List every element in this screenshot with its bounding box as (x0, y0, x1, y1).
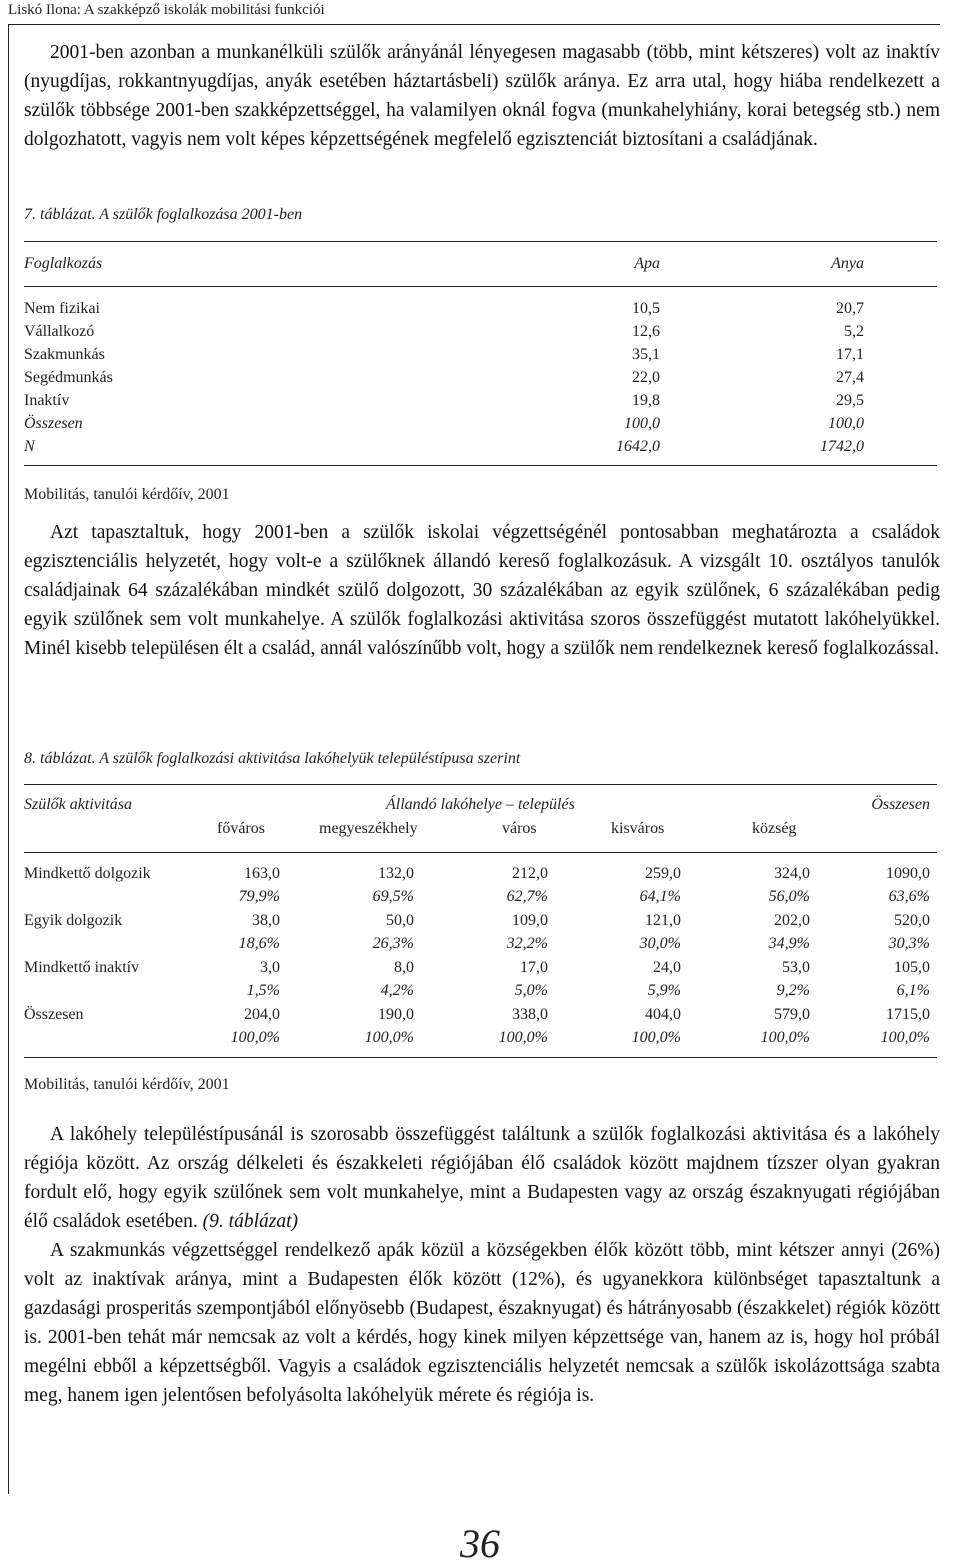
table8-count-cell: 24,0 (653, 959, 681, 976)
table8-row-label: Összesen (24, 1006, 84, 1023)
table8-percent-cell: 34,9% (768, 935, 810, 952)
apa-value: 22,0 (632, 369, 660, 386)
page-number: 36 (460, 1521, 500, 1566)
table-row-n (24, 438, 864, 460)
apa-value: 1642,0 (616, 438, 660, 455)
anya-value: 5,2 (844, 323, 864, 340)
row-label: Szakmunkás (24, 346, 105, 363)
table8-row-label: Mindkettő dolgozik (24, 865, 151, 882)
table-row (24, 300, 864, 322)
table8-header-rule (24, 852, 937, 853)
table8-source: Mobilitás, tanulói kérdőív, 2001 (24, 1076, 230, 1093)
anya-value: 29,5 (836, 392, 864, 409)
table8-percent-cell: 100,0% (760, 1029, 810, 1046)
table8-percent-cell: 1,5% (246, 982, 280, 999)
table8-percent-cell: 30,3% (888, 935, 930, 952)
paragraph-2-text: Azt tapasztaltuk, hogy 2001-ben a szülők iskolai végzettségénél pontosabban meghatározta a családok egzisztenciális helyzetét, hogy volt-e a szülőknek állandó kereső foglalkozásuk. A vizsgált 10. osztályos tanulók családjainak 64 százalékában mindkét szülő dolgozott, 30 százalékában az egyik szülőnek, 6 százalékában pedig egyik szülőnek sem volt munkahelye. A szülők foglalkozási aktivitása szoros összefüggést mutatott lakóhelyükkel. Minél kisebb településen élt a család, annál valószínűbb volt, hogy a szülők nem rendelkeznek kereső foglalkozással. (24, 522, 940, 659)
table8-col-kozseg: község (752, 820, 797, 837)
table8-count-cell: 579,0 (774, 1006, 810, 1023)
table8-row-label: Mindkettő inaktív (24, 959, 140, 976)
table8-header-activity: Szülők aktivitása (24, 796, 132, 813)
table8-percent-cell: 5,0% (514, 982, 548, 999)
table8-header-total: Összesen (871, 796, 930, 813)
row-label: N (24, 438, 35, 455)
table8-percent-cell: 32,2% (506, 935, 548, 952)
table8-count-cell: 520,0 (894, 912, 930, 929)
table7-source: Mobilitás, tanulói kérdőív, 2001 (24, 486, 230, 503)
anya-value: 17,1 (836, 346, 864, 363)
table8-percent-cell: 18,6% (238, 935, 280, 952)
table8-count-cell: 17,0 (520, 959, 548, 976)
table8-count-cell: 132,0 (378, 865, 414, 882)
running-header: Liskó Ilona: A szakképző iskolák mobilitási funkciói (8, 2, 325, 18)
paragraph-3 (24, 1120, 940, 1410)
table7-header-apa: Apa (634, 255, 660, 272)
table8-row-label: Egyik dolgozik (24, 912, 123, 929)
margin-rule (8, 24, 9, 1494)
table8-count-cell: 105,0 (894, 959, 930, 976)
table8-percent-cell: 6,1% (896, 982, 930, 999)
table8-count-cell: 1715,0 (886, 1006, 930, 1023)
table8-percent-cell: 63,6% (888, 888, 930, 905)
table8-percent-cell: 62,7% (506, 888, 548, 905)
table7-header-foglalkozas: Foglalkozás (24, 255, 103, 272)
table8-percent-cell: 4,2% (380, 982, 414, 999)
table8-count-cell: 1090,0 (886, 865, 930, 882)
table-row (24, 392, 864, 414)
row-label: Vállalkozó (24, 323, 95, 340)
row-label: Összesen (24, 415, 83, 432)
table8-col-megyeszekhely: megyeszékhely (319, 820, 418, 837)
table7-bottom-rule (24, 465, 937, 466)
table8-percent-cell: 100,0% (364, 1029, 414, 1046)
table8-col-kisvaros: kisváros (611, 820, 665, 837)
table8-header (24, 796, 937, 844)
table8-count-cell: 163,0 (244, 865, 280, 882)
apa-value: 10,5 (632, 300, 660, 317)
table8-count-cell: 204,0 (244, 1006, 280, 1023)
paragraph-1 (24, 38, 940, 154)
paragraph-1-text: 2001-ben azonban a munkanélküli szülők arányánál lényegesen magasabb (több, mint kétszeres) volt az inaktív (nyugdíjas, rokkantnyugdíjas, anyák esetében háztartásbeli) szülők aránya. Ez arra utal, hogy hiába rendelkezett a szülők többsége 2001-ben szakképzettséggel, ha valamilyen oknál fogva (munkahelyhiány, korai betegség stb.) nem dolgozhatott, vagyis nem volt képes képzettségének megfelelő egzisztenciát biztosítani a családjának. (24, 42, 940, 150)
table8-caption: 8. táblázat. A szülők foglalkozási aktivitása lakóhelyük településtípusa szerint (24, 750, 521, 767)
table8-count-cell: 38,0 (252, 912, 280, 929)
anya-value: 100,0 (828, 415, 864, 432)
header-rule (8, 24, 940, 25)
table8-percent-cell: 9,2% (776, 982, 810, 999)
table-row (24, 346, 864, 368)
table8-col-varos: város (502, 820, 537, 837)
table8-count-cell: 202,0 (774, 912, 810, 929)
apa-value: 12,6 (632, 323, 660, 340)
anya-value: 1742,0 (820, 438, 864, 455)
apa-value: 19,8 (632, 392, 660, 409)
table8-count-cell: 190,0 (378, 1006, 414, 1023)
row-label: Segédmunkás (24, 369, 113, 386)
table8-count-cell: 324,0 (774, 865, 810, 882)
table7-caption: 7. táblázat. A szülők foglalkozása 2001-ben (24, 206, 303, 223)
paragraph-4-text: A szakmunkás végzettséggel rendelkező apák közül a községekben élők között több, mint kétszer annyi (26%) volt az inaktívak aránya, mint a Budapesten élők között (12%), és ugyanekkora különbséget tapasztaltunk a gazdasági prosperitás szempontjából előnyösebb (Budapest, északnyugat) és hátrányosabb (északkelet) régiók között is. 2001-ben tehát már nemcsak az volt a kérdés, hogy kinek milyen képzettsége van, hanem az is, hogy hol próbál megélni ebből a képzettségből. Vagyis a családok egzisztenciális helyzetét nemcsak a szülők iskolázottsága szabta meg, hanem igen jelentősen befolyásolta lakóhelyük mérete és régiója is. (24, 1240, 940, 1406)
table8-percent-cell: 26,3% (372, 935, 414, 952)
table8-bottom-rule (24, 1057, 937, 1058)
table7-header-row (24, 255, 864, 277)
table8-percent-cell: 30,0% (639, 935, 681, 952)
table8-percent-cell: 56,0% (768, 888, 810, 905)
table8-count-cell: 212,0 (512, 865, 548, 882)
table8-percent-cell: 100,0% (230, 1029, 280, 1046)
table8-percent-cell: 100,0% (880, 1029, 930, 1046)
table8-percent-cell: 100,0% (498, 1029, 548, 1046)
anya-value: 20,7 (836, 300, 864, 317)
table8-count-cell: 259,0 (645, 865, 681, 882)
table7-header-rule (24, 286, 937, 287)
table8-percent-cell: 5,9% (647, 982, 681, 999)
table8-count-cell: 404,0 (645, 1006, 681, 1023)
table8-count-cell: 8,0 (394, 959, 414, 976)
paragraph-3-text (24, 1120, 940, 1236)
table7-top-rule (24, 241, 937, 242)
table8-col-fovaros: főváros (217, 820, 265, 837)
table8-header-settlement: Állandó lakóhelye – település (386, 796, 575, 813)
table8-percent-cell: 100,0% (631, 1029, 681, 1046)
row-label: Nem fizikai (24, 300, 100, 317)
paragraph-3-table-ref: (9. táblázat) (202, 1211, 299, 1232)
table-row (24, 369, 864, 391)
table7-header-anya: Anya (831, 255, 864, 272)
table8-count-cell: 338,0 (512, 1006, 548, 1023)
table8-percent-cell: 64,1% (639, 888, 681, 905)
table-row-total (24, 415, 864, 437)
table8-percent-cell: 79,9% (238, 888, 280, 905)
table8-count-cell: 3,0 (260, 959, 280, 976)
apa-value: 35,1 (632, 346, 660, 363)
table8-body (24, 865, 937, 1053)
table8-top-rule (24, 784, 937, 785)
row-label: Inaktív (24, 392, 70, 409)
table8-count-cell: 109,0 (512, 912, 548, 929)
table-row (24, 323, 864, 345)
table8-count-cell: 121,0 (645, 912, 681, 929)
apa-value: 100,0 (624, 415, 660, 432)
anya-value: 27,4 (836, 369, 864, 386)
table8-percent-cell: 69,5% (372, 888, 414, 905)
table8-count-cell: 50,0 (386, 912, 414, 929)
paragraph-3-body: A lakóhely településtípusánál is szorosabb összefüggést találtunk a szülők foglalkozási aktivitása és a lakóhely régiója között. Az ország délkeleti és északkeleti régiójában élő családok között majdnem tízszer olyan gyakran fordult elő, hogy egyik szülőnek sem volt munkahelye, mint a Budapesten vagy az ország északnyugati régiójában élő családok esetében. (24, 1124, 940, 1232)
paragraph-2 (24, 518, 940, 663)
table8-count-cell: 53,0 (782, 959, 810, 976)
